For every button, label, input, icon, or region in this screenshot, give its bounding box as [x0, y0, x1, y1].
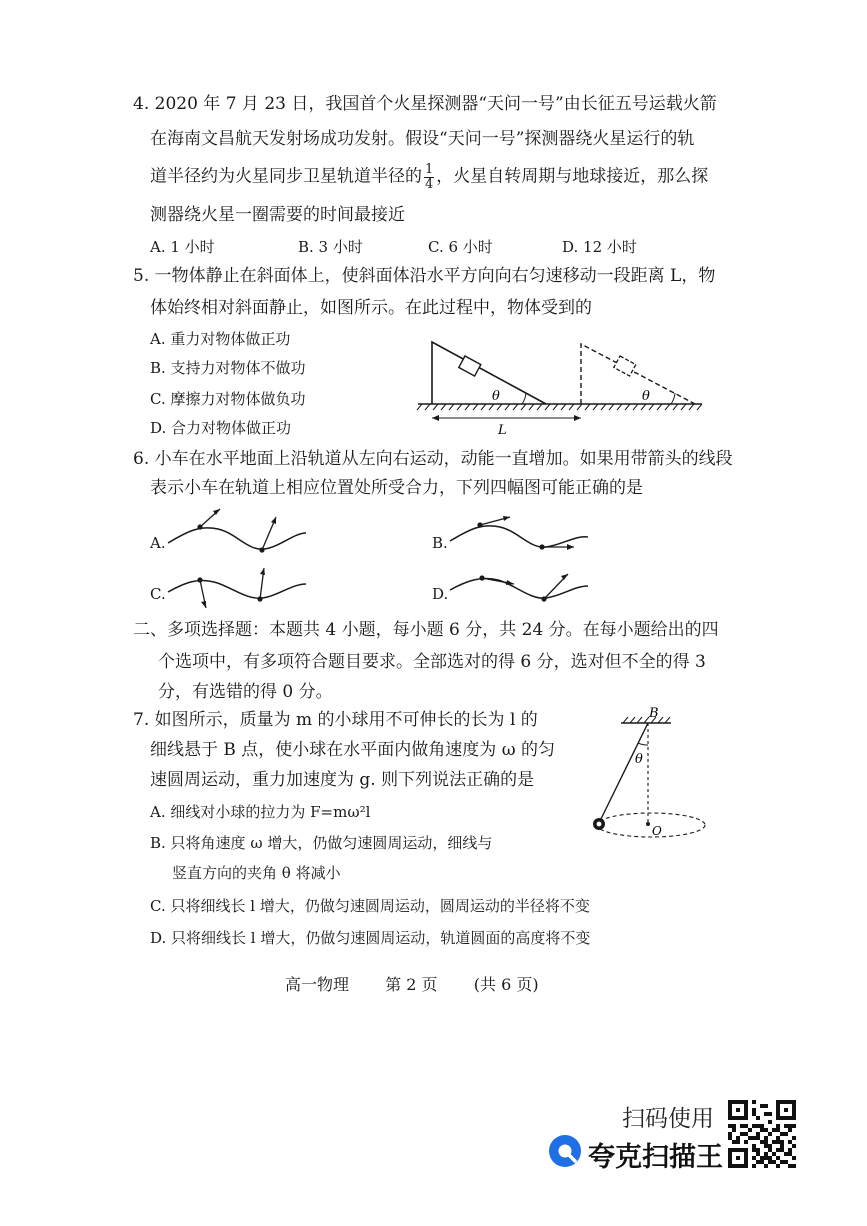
- incline-initial: [432, 342, 546, 404]
- q6-label-d: D.: [432, 585, 449, 603]
- q5-option-c: C. 摩擦力对物体做负功: [150, 390, 306, 408]
- q5-option-b: B. 支持力对物体不做功: [150, 359, 306, 377]
- arrowhead: [271, 517, 276, 524]
- q7-line2: 细线悬于 B 点，使小球在水平面内做角速度为 ω 的匀: [150, 740, 555, 760]
- q7-option-b-line2: 竖直方向的夹角 θ 将减小: [172, 864, 341, 882]
- section2-line3: 分，有选错的得 0 分。: [158, 682, 333, 702]
- brand-logo-icon: [548, 1134, 582, 1168]
- ceiling-hatching: [623, 717, 670, 723]
- theta-label-final: θ: [642, 389, 650, 404]
- fraction-numerator: 1: [425, 162, 434, 177]
- theta-label-initial: θ: [492, 389, 500, 404]
- q4-line1: 4. 2020 年 7 月 23 日，我国首个火星探测器“天问一号”由长征五号运载火箭: [133, 94, 717, 114]
- footer-page: 第 2 页: [385, 975, 438, 994]
- track-curve: [168, 528, 306, 549]
- q4-option-d: D. 12 小时: [562, 238, 637, 256]
- q7-option-d: D. 只将细线长 l 增大，仍做匀速圆周运动，轨道圆面的高度将不变: [150, 929, 591, 947]
- q7-option-a: A. 细线对小球的拉力为 F=mω²l: [150, 803, 371, 821]
- center-o-label: O: [652, 824, 662, 838]
- q4-option-c: C. 6 小时: [428, 238, 493, 256]
- q7-option-b-line1: B. 只将角速度 ω 增大，仍做匀速圆周运动，细线与: [150, 834, 493, 852]
- string-line: [599, 723, 648, 823]
- fraction-denominator: 4: [425, 176, 434, 192]
- brand-name: 夸克扫描王: [588, 1142, 723, 1173]
- incline-final: [581, 344, 695, 404]
- track-curve: [168, 580, 306, 598]
- arrowhead: [567, 544, 574, 550]
- q5-option-d: D. 合力对物体做正功: [150, 419, 292, 437]
- q4-line3-post: ，火星自转周期与地球接近，那么探: [436, 166, 709, 187]
- ground-hatching: [417, 404, 702, 410]
- q4-fraction: [424, 163, 434, 191]
- q6-line2: 表示小车在轨道上相应位置处所受合力，下列四幅图可能正确的是: [150, 478, 643, 498]
- point-b-label: B: [649, 706, 659, 721]
- q6-label-c: C.: [150, 585, 166, 603]
- q5-line1: 5. 一物体静止在斜面体上，使斜面体沿水平方向向右匀速移动一段距离 L，物: [133, 266, 716, 286]
- circular-orbit: [597, 813, 705, 837]
- block-final: [614, 356, 636, 376]
- footer-subject: 高一物理: [285, 975, 350, 994]
- q4-line2: 在海南文昌航天发射场成功发射。假设“天问一号”探测器绕火星运行的轨: [150, 129, 695, 149]
- q7-pendulum-figure: [585, 705, 715, 845]
- q4-option-a: A. 1 小时: [150, 238, 215, 256]
- q5-line2: 体始终相对斜面静止，如图所示。在此过程中，物体受到的: [150, 298, 592, 318]
- q6-label-b: B.: [432, 534, 448, 552]
- q7-option-c: C. 只将细线长 l 增大，仍做匀速圆周运动，圆周运动的半径将不变: [150, 897, 590, 915]
- q7-line1: 7. 如图所示，质量为 m 的小球用不可伸长的长为 l 的: [133, 710, 538, 730]
- q6-curve-c: [168, 560, 308, 616]
- ball-highlight: [597, 822, 602, 827]
- q7-line3: 速圆周运动，重力加速度为 g. 则下列说法正确的是: [150, 770, 535, 790]
- section2-line2: 个选项中，有多项符合题目要求。全部选对的得 6 分，选对但不全的得 3: [158, 652, 706, 672]
- section2-line1: 二、多项选择题：本题共 4 小题，每小题 6 分，共 24 分。在每小题给出的四: [133, 620, 719, 640]
- length-label: L: [498, 423, 507, 438]
- center-point: [646, 822, 650, 826]
- page-footer: [285, 972, 539, 995]
- arrowhead: [561, 574, 568, 580]
- q6-curve-d: [450, 560, 590, 616]
- q4-line4: 测器绕火星一圈需要的时间最接近: [150, 205, 405, 225]
- theta-label: θ: [635, 752, 643, 767]
- q6-curve-a: [168, 505, 308, 561]
- scan-use-label: 扫码使用: [622, 1106, 714, 1132]
- q4-option-b: B. 3 小时: [298, 238, 363, 256]
- footer-total: (共 6 页): [473, 975, 539, 994]
- q5-incline-figure: [410, 330, 710, 440]
- track-curve: [450, 526, 588, 547]
- q6-line1: 6. 小车在水平地面上沿轨道从左向右运动，动能一直增加。如果用带箭头的线段: [133, 449, 733, 469]
- theta-arc: [638, 743, 648, 745]
- q6-label-a: A.: [150, 534, 166, 552]
- q4-line3: [150, 163, 708, 191]
- qr-code: [728, 1100, 796, 1168]
- arrowhead: [201, 601, 206, 608]
- theta-arc-initial: [522, 393, 526, 404]
- q4-line3-pre: 道半径约为火星同步卫星轨道半径的: [150, 166, 422, 187]
- theta-arc-final: [671, 393, 675, 404]
- track-curve: [450, 578, 588, 598]
- q6-curve-b: [450, 505, 590, 561]
- q5-option-a: A. 重力对物体做正功: [150, 330, 291, 348]
